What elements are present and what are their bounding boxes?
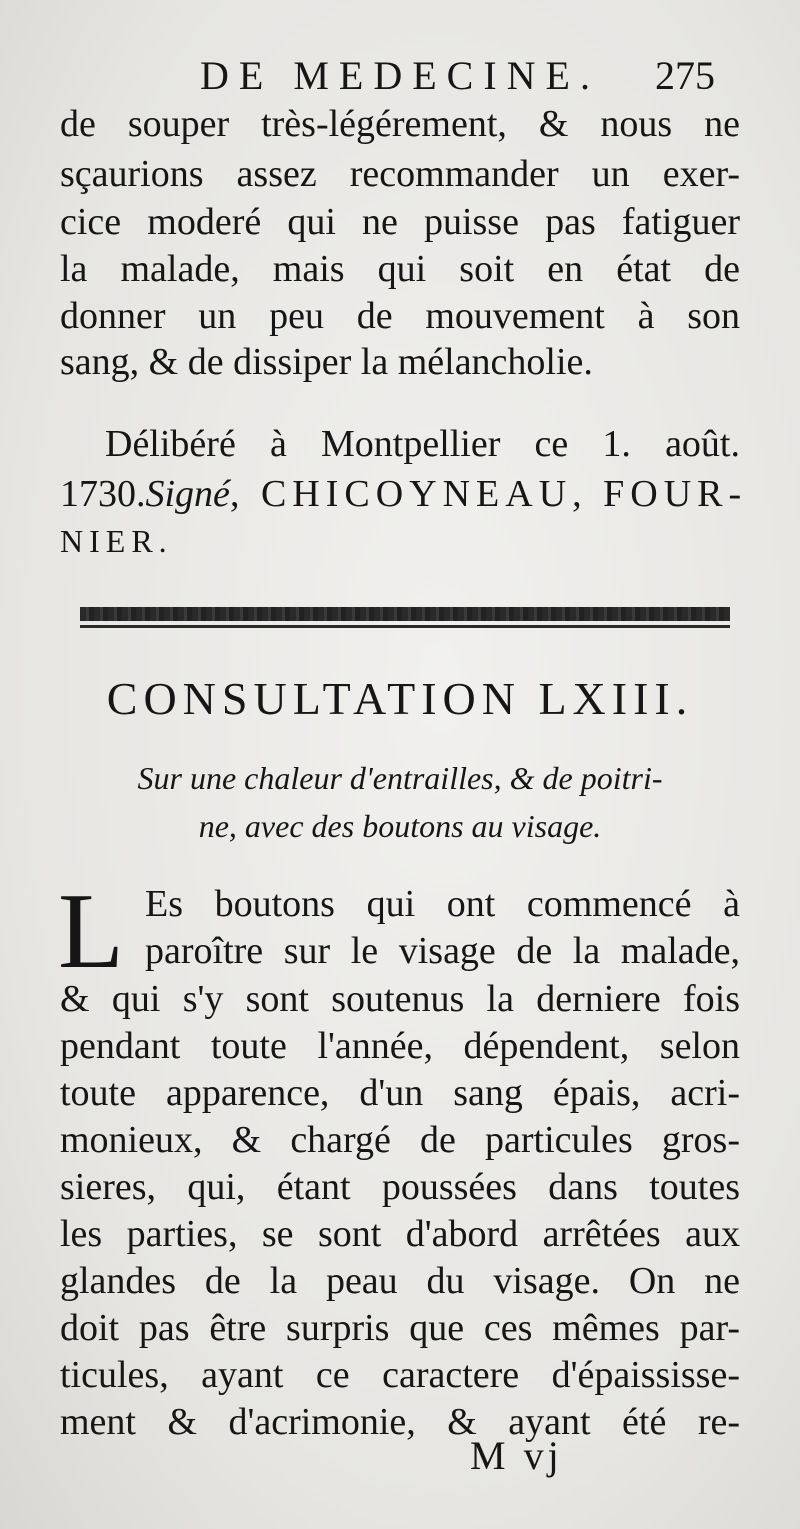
text-line: doit pas être surpris que ces mêmes par- xyxy=(60,1307,740,1349)
text-line: sieres, qui, étant poussées dans toutes xyxy=(60,1166,740,1208)
year: 1730. xyxy=(60,473,146,515)
signatory-chicoyneau: , CHICOYNEAU xyxy=(229,473,573,515)
text-line: & qui s'y sont soutenus la derniere fois xyxy=(60,978,740,1020)
text-line: ment & d'acrimonie, & ayant été re- xyxy=(60,1401,740,1443)
running-head: DE MEDECINE. xyxy=(200,53,600,98)
text-line: ticules, ayant ce caractere d'épaississe- xyxy=(60,1354,740,1396)
text-line: donner un peu de mouvement à son xyxy=(60,295,740,337)
text-line: pendant toute l'année, dépendent, selon xyxy=(60,1025,740,1067)
text-line: de souper très-légérement, & nous ne xyxy=(60,103,740,145)
text-line: paroître sur le visage de la malade, xyxy=(145,930,740,972)
consultation-subtitle-line1: Sur une chaleur d'entrailles, & de poitri- xyxy=(137,760,663,796)
consultation-subtitle-line2: ne, avec des boutons au visage. xyxy=(198,808,602,844)
ornamental-rule-thin xyxy=(80,625,730,628)
text-line: sang, & de dissiper la mélancholie. xyxy=(60,341,593,383)
deliberation-line: Délibéré à Montpellier ce 1. août. xyxy=(105,423,740,465)
signe-label: Signé xyxy=(145,473,230,515)
signatory-fournier-part2: NIER. xyxy=(60,523,173,559)
text-line: Es boutons qui ont commencé à xyxy=(145,883,740,925)
ornamental-rule xyxy=(80,607,730,621)
text-line: monieux, & chargé de particules gros- xyxy=(60,1119,740,1161)
text-line: la malade, mais qui soit en état de xyxy=(60,248,740,290)
text-line: sçaurions assez recommander un exer- xyxy=(60,153,740,195)
signature-mark: M vj xyxy=(470,1433,563,1478)
page-number: 275 xyxy=(655,53,715,98)
signatory-fournier-part1: , FOUR- xyxy=(572,473,748,515)
signature-line xyxy=(60,475,747,513)
text-line: glandes de la peau du visage. On ne xyxy=(60,1260,740,1302)
text-line: toute apparence, d'un sang épais, acri- xyxy=(60,1072,740,1114)
text-line: cice moderé qui ne puisse pas fatiguer xyxy=(60,201,740,243)
text-line: les parties, se sont d'abord arrêtées aux xyxy=(60,1213,740,1255)
consultation-title: CONSULTATION LXIII. xyxy=(106,673,694,724)
drop-cap: L xyxy=(58,872,124,991)
